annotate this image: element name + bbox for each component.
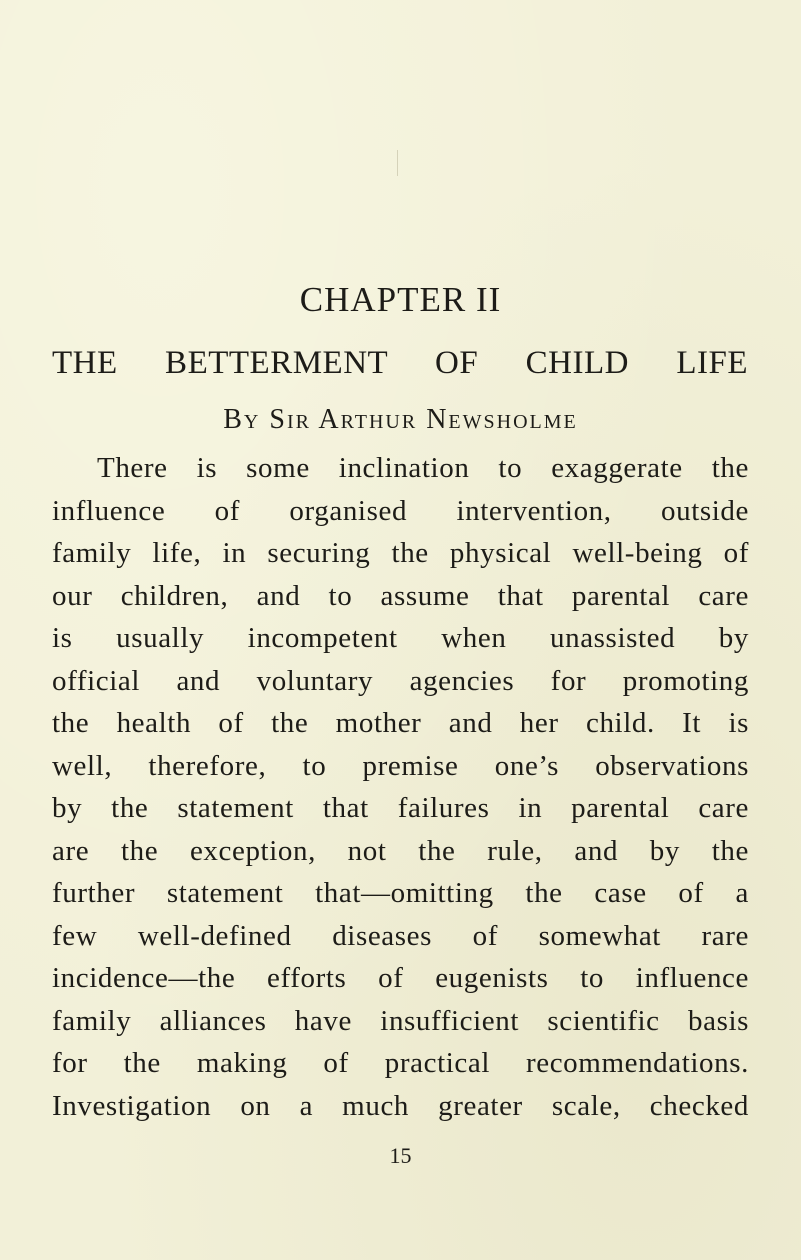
text-line: family life, in securing the physical well-being of [52,537,749,569]
author-byline: By Sir Arthur Newsholme [223,404,578,435]
body-paragraph [52,447,749,1127]
text-line: There is some inclination to exaggerate the [97,452,749,484]
text-line: Investigation on a much greater scale, checked [52,1089,749,1122]
text-line: the health of the mother and her child. It is [52,707,749,739]
text-line: few well-defined diseases of somewhat rare [52,919,749,952]
text-line: by the statement that failures in parental care [52,792,749,824]
text-line: our children, and to assume that parental care [52,579,749,612]
chapter-title: THE BETTERMENT OF CHILD LIFE [52,345,748,381]
text-line: well, therefore, to premise one’s observations [52,749,749,782]
text-line: is usually incompetent when unassisted by [52,622,749,654]
text-line: are the exception, not the rule, and by the [52,834,749,867]
paper-blemish [397,150,398,176]
text-line: for the making of practical recommendations. [52,1047,749,1079]
chapter-label: CHAPTER II [299,280,502,319]
text-line: incidence—the efforts of eugenists to influence [52,962,749,994]
text-line: further statement that—omitting the case of a [52,877,749,909]
text-line: influence of organised intervention, outside [52,494,749,527]
text-line: family alliances have insufficient scientific basis [52,1004,749,1037]
text-line: official and voluntary agencies for promoting [52,664,749,697]
page-number: 15 [389,1143,412,1168]
